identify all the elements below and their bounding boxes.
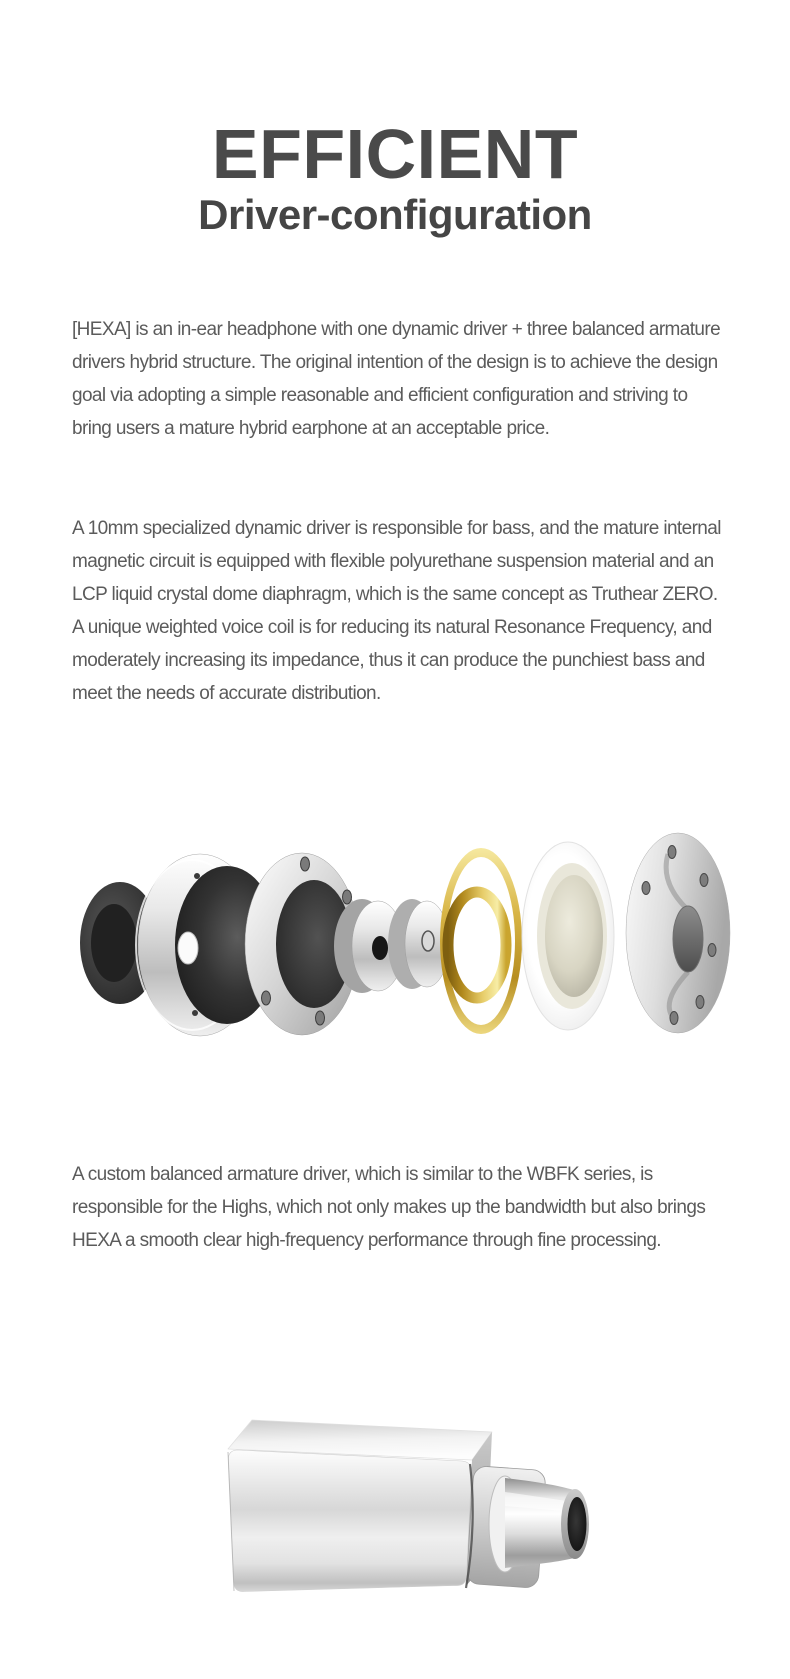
diaphragm — [522, 842, 614, 1030]
dynamic-driver-exploded-figure — [0, 760, 790, 1050]
paragraph-dynamic-driver: A 10mm specialized dynamic driver is responsible for bass, and the mature internal magnetic circuit is equipped with flexible polyurethane suspension material and an LCP liquid crystal dome diaphragm, which is the same concept as Truthear ZERO. A unique weighted voice coil is for reducing its natural Resonance Frequency, and moderately increasing its impedance, thus it can produce the punchiest bass and meet the needs of accurate distribution. — [72, 518, 721, 704]
ba-driver-front-face — [228, 1450, 473, 1592]
page-title: EFFICIENT — [211, 115, 579, 193]
front-plate — [626, 833, 730, 1033]
paragraph-balanced-armature: A custom balanced armature driver, which is similar to the WBFK series, is responsible for the Highs, which not only makes up the bandwidth but also brings HEXA a smooth clear high-frequency performance through fine processing. — [72, 1164, 706, 1251]
page-subtitle: Driver-configuration — [198, 191, 592, 238]
hero-header — [0, 115, 790, 238]
paragraph-intro: [HEXA] is an in-ear headphone with one dynamic driver + three balanced armature drivers hybrid structure. The original intention of the design is to achieve the design goal via adopting a simple reasonable and efficient configuration and striving to bring users a mature hybrid earphone at an acceptable price. — [72, 319, 721, 439]
ba-driver-nozzle — [489, 1476, 589, 1572]
gold-voice-coil — [440, 848, 522, 1034]
balanced-armature-figure — [0, 1400, 790, 1620]
magnet-discs — [334, 899, 449, 993]
